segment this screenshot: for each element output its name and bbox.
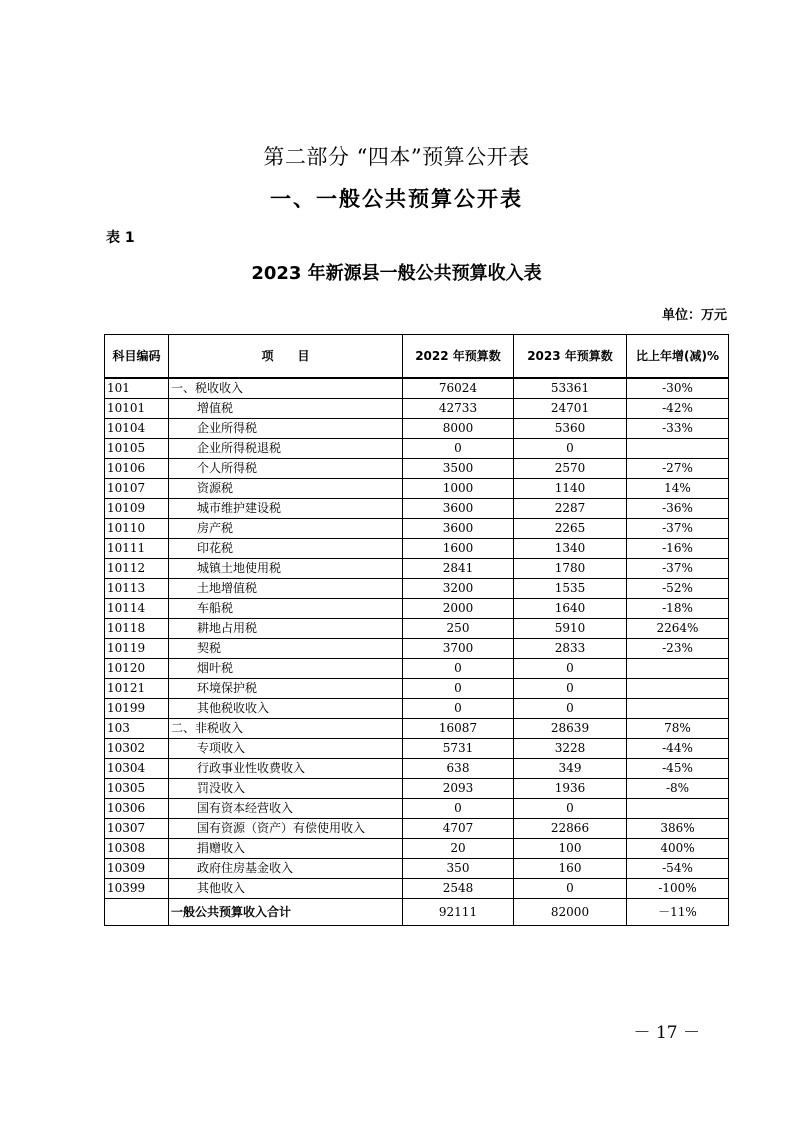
budget-2022-cell: 16087: [403, 719, 514, 739]
change-percent-cell: -30%: [627, 378, 729, 399]
item-name-cell: 印花税: [169, 539, 403, 559]
change-percent-cell: -27%: [627, 459, 729, 479]
budget-2022-cell: 0: [403, 799, 514, 819]
item-name-cell: 城镇土地使用税: [169, 559, 403, 579]
table-row: [105, 739, 729, 759]
item-name-cell: 契税: [169, 639, 403, 659]
change-percent-cell: 386%: [627, 819, 729, 839]
budget-2023-cell: 0: [514, 439, 627, 459]
item-name-cell: 其他税收收入: [169, 699, 403, 719]
change-percent-cell: -45%: [627, 759, 729, 779]
subject-code-cell: 10112: [105, 559, 169, 579]
budget-2023-cell: 1780: [514, 559, 627, 579]
budget-2022-cell: 1600: [403, 539, 514, 559]
item-name-cell: 其他收入: [169, 879, 403, 899]
table-row: [105, 759, 729, 779]
change-percent-cell: [627, 799, 729, 819]
table-header-row: [105, 335, 729, 379]
item-name-cell: 罚没收入: [169, 779, 403, 799]
unit-label: 单位：万元: [661, 308, 727, 323]
subject-code-cell: 10110: [105, 519, 169, 539]
table-row: [105, 879, 729, 899]
subject-code-cell: 10104: [105, 419, 169, 439]
column-header-2022: 2022 年预算数: [403, 335, 514, 379]
item-name-cell: 城市维护建设税: [169, 499, 403, 519]
change-percent-cell: -37%: [627, 519, 729, 539]
subject-code-cell: 10107: [105, 479, 169, 499]
column-header-code: 科目编码: [105, 335, 169, 379]
table-row: [105, 499, 729, 519]
table-row: [105, 519, 729, 539]
subject-code-cell: 10109: [105, 499, 169, 519]
item-name-cell: 资源税: [169, 479, 403, 499]
subject-code-cell: 10302: [105, 739, 169, 759]
budget-2022-cell: 3700: [403, 639, 514, 659]
item-name-cell: 行政事业性收费收入: [169, 759, 403, 779]
budget-2023-cell: 1640: [514, 599, 627, 619]
budget-2023-cell: 349: [514, 759, 627, 779]
table-body: [105, 378, 729, 926]
change-percent-cell: 400%: [627, 839, 729, 859]
item-name-cell: 国有资源（资产）有偿使用收入: [169, 819, 403, 839]
budget-2023-cell: 2287: [514, 499, 627, 519]
item-name-cell: 房产税: [169, 519, 403, 539]
subject-code-cell: 10105: [105, 439, 169, 459]
table-number: 表 1: [106, 230, 135, 246]
subject-code-cell: 10199: [105, 699, 169, 719]
subject-code-cell: 103: [105, 719, 169, 739]
table-row: [105, 639, 729, 659]
budget-2023-cell: 5360: [514, 419, 627, 439]
budget-2023-cell: 3228: [514, 739, 627, 759]
table-row: [105, 439, 729, 459]
item-name-cell: 环境保护税: [169, 679, 403, 699]
budget-2022-cell: 2000: [403, 599, 514, 619]
subject-code-cell: 10114: [105, 599, 169, 619]
item-name-cell: 增值税: [169, 399, 403, 419]
page-number: － 17 －: [633, 1023, 700, 1043]
budget-2023-cell: 22866: [514, 819, 627, 839]
total-row: [105, 899, 729, 926]
budget-2022-cell: 76024: [403, 378, 514, 399]
change-percent-cell: -42%: [627, 399, 729, 419]
column-header-change: 比上年增(减)%: [627, 335, 729, 379]
budget-2022-cell: 350: [403, 859, 514, 879]
subject-code-cell: 10111: [105, 539, 169, 559]
column-header-2023: 2023 年预算数: [514, 335, 627, 379]
table-row: [105, 699, 729, 719]
item-name-cell: 国有资本经营收入: [169, 799, 403, 819]
budget-2023-cell: 0: [514, 799, 627, 819]
budget-2023-cell: 53361: [514, 378, 627, 399]
change-percent-cell: [627, 699, 729, 719]
table-row: [105, 399, 729, 419]
budget-2022-cell: 5731: [403, 739, 514, 759]
total-label-cell: 一般公共预算收入合计: [169, 899, 403, 926]
budget-2023-cell: 24701: [514, 399, 627, 419]
item-name-cell: 土地增值税: [169, 579, 403, 599]
table-row: [105, 839, 729, 859]
item-name-cell: 企业所得税退税: [169, 439, 403, 459]
budget-2023-cell: 0: [514, 659, 627, 679]
change-percent-cell: -37%: [627, 559, 729, 579]
table-title: 2023 年新源县一般公共预算收入表: [251, 263, 542, 284]
item-name-cell: 个人所得税: [169, 459, 403, 479]
subject-code-cell: 10121: [105, 679, 169, 699]
budget-2022-cell: 1000: [403, 479, 514, 499]
item-name-cell: 烟叶税: [169, 659, 403, 679]
change-percent-cell: -23%: [627, 639, 729, 659]
budget-2023-cell: 100: [514, 839, 627, 859]
budget-2022-cell: 250: [403, 619, 514, 639]
subject-code-cell: 10118: [105, 619, 169, 639]
change-percent-cell: -33%: [627, 419, 729, 439]
budget-2022-cell: 0: [403, 699, 514, 719]
change-percent-cell: [627, 439, 729, 459]
budget-2023-cell: 0: [514, 679, 627, 699]
subject-code-cell: 10305: [105, 779, 169, 799]
change-percent-cell: -52%: [627, 579, 729, 599]
budget-2023-cell: 28639: [514, 719, 627, 739]
budget-2022-cell: 3600: [403, 519, 514, 539]
budget-2022-cell: 3500: [403, 459, 514, 479]
change-percent-cell: 14%: [627, 479, 729, 499]
budget-2023-cell: 5910: [514, 619, 627, 639]
table-row: [105, 579, 729, 599]
table-row: [105, 419, 729, 439]
item-name-cell: 专项收入: [169, 739, 403, 759]
budget-2022-cell: 4707: [403, 819, 514, 839]
change-percent-cell: -18%: [627, 599, 729, 619]
subject-code-cell: 10120: [105, 659, 169, 679]
budget-2023-cell: 1936: [514, 779, 627, 799]
subject-code-cell: 10306: [105, 799, 169, 819]
item-name-cell: 耕地占用税: [169, 619, 403, 639]
table-row: [105, 679, 729, 699]
table-row: [105, 779, 729, 799]
change-percent-cell: 2264%: [627, 619, 729, 639]
budget-2022-cell: 638: [403, 759, 514, 779]
table-row: [105, 479, 729, 499]
change-percent-cell: -8%: [627, 779, 729, 799]
budget-2023-cell: 1140: [514, 479, 627, 499]
budget-2023-cell: 160: [514, 859, 627, 879]
table-row: [105, 599, 729, 619]
subject-code-cell: 10399: [105, 879, 169, 899]
table-row: [105, 819, 729, 839]
budget-2022-cell: 2548: [403, 879, 514, 899]
table-row: [105, 539, 729, 559]
table-row: [105, 378, 729, 399]
budget-2022-cell: 2841: [403, 559, 514, 579]
total-code-cell: [105, 899, 169, 926]
change-percent-cell: -54%: [627, 859, 729, 879]
subject-code-cell: 10106: [105, 459, 169, 479]
budget-table: [104, 334, 729, 926]
budget-2023-cell: 2265: [514, 519, 627, 539]
budget-2023-cell: 1340: [514, 539, 627, 559]
budget-2022-cell: 8000: [403, 419, 514, 439]
column-header-item: 项 目: [169, 335, 403, 379]
item-name-cell: 二、非税收入: [169, 719, 403, 739]
budget-2023-cell: 1535: [514, 579, 627, 599]
budget-2022-cell: 2093: [403, 779, 514, 799]
change-percent-cell: -16%: [627, 539, 729, 559]
budget-2022-cell: 0: [403, 679, 514, 699]
subject-code-cell: 10304: [105, 759, 169, 779]
table-row: [105, 559, 729, 579]
item-name-cell: 一、税收收入: [169, 378, 403, 399]
subject-code-cell: 10309: [105, 859, 169, 879]
section-title: 一、一般公共预算公开表: [270, 186, 523, 211]
subject-code-cell: 10113: [105, 579, 169, 599]
change-percent-cell: -36%: [627, 499, 729, 519]
change-percent-cell: -100%: [627, 879, 729, 899]
budget-2022-cell: 3600: [403, 499, 514, 519]
item-name-cell: 企业所得税: [169, 419, 403, 439]
budget-2022-cell: 42733: [403, 399, 514, 419]
table-row: [105, 719, 729, 739]
budget-2022-cell: 3200: [403, 579, 514, 599]
change-percent-cell: 78%: [627, 719, 729, 739]
subject-code-cell: 10101: [105, 399, 169, 419]
item-name-cell: 车船税: [169, 599, 403, 619]
budget-2023-cell: 0: [514, 879, 627, 899]
item-name-cell: 捐赠收入: [169, 839, 403, 859]
table-row: [105, 619, 729, 639]
budget-2022-cell: 0: [403, 439, 514, 459]
table-row: [105, 659, 729, 679]
budget-2023-cell: 2833: [514, 639, 627, 659]
change-percent-cell: [627, 659, 729, 679]
budget-2023-cell: 0: [514, 699, 627, 719]
budget-2023-cell: 2570: [514, 459, 627, 479]
total-2022-cell: 92111: [403, 899, 514, 926]
subject-code-cell: 10307: [105, 819, 169, 839]
part-title: 第二部分 “四本”预算公开表: [263, 145, 530, 169]
table-row: [105, 459, 729, 479]
change-percent-cell: [627, 679, 729, 699]
subject-code-cell: 10308: [105, 839, 169, 859]
table-row: [105, 859, 729, 879]
subject-code-cell: 10119: [105, 639, 169, 659]
budget-2022-cell: 20: [403, 839, 514, 859]
total-change-cell: －11%: [627, 899, 729, 926]
total-2023-cell: 82000: [514, 899, 627, 926]
budget-2022-cell: 0: [403, 659, 514, 679]
item-name-cell: 政府住房基金收入: [169, 859, 403, 879]
table-row: [105, 799, 729, 819]
subject-code-cell: 101: [105, 378, 169, 399]
change-percent-cell: -44%: [627, 739, 729, 759]
